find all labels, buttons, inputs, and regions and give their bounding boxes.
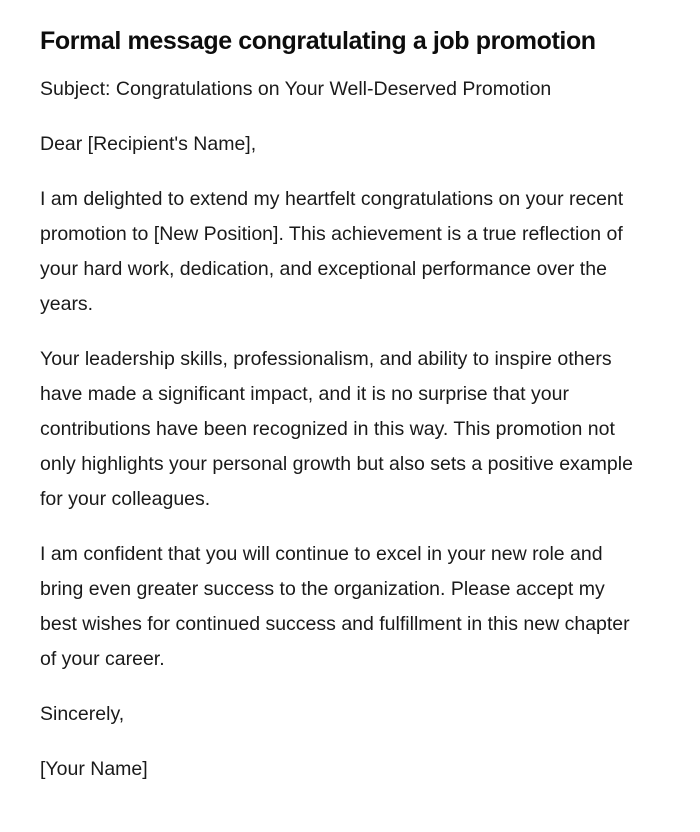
signature: [Your Name] [40,758,148,780]
body-paragraph: I am confident that you will continue to excel in your new role and bring even greater success to the organization. Please accept my best wishes for continued success and fulfillment in this new chapter of your career. [40,543,630,670]
closing: Sincerely, [40,703,125,725]
subject-line: Subject: Congratulations on Your Well-Deserved Promotion [40,78,552,100]
body-paragraph: I am delighted to extend my heartfelt congratulations on your recent promotion to [New Position]. This achievement is a true reflection of your hard work, dedication, and exceptional performance over the years. [40,188,624,315]
salutation: Dear [Recipient's Name], [40,133,257,155]
body-paragraph: Your leadership skills, professionalism, and ability to inspire others have made a significant impact, and it is no surprise that your contributions have been recognized in this way. This promotion not only highlights your personal growth but also sets a positive example for your colleagues. [40,348,633,510]
document-title: Formal message congratulating a job promotion [40,27,596,55]
